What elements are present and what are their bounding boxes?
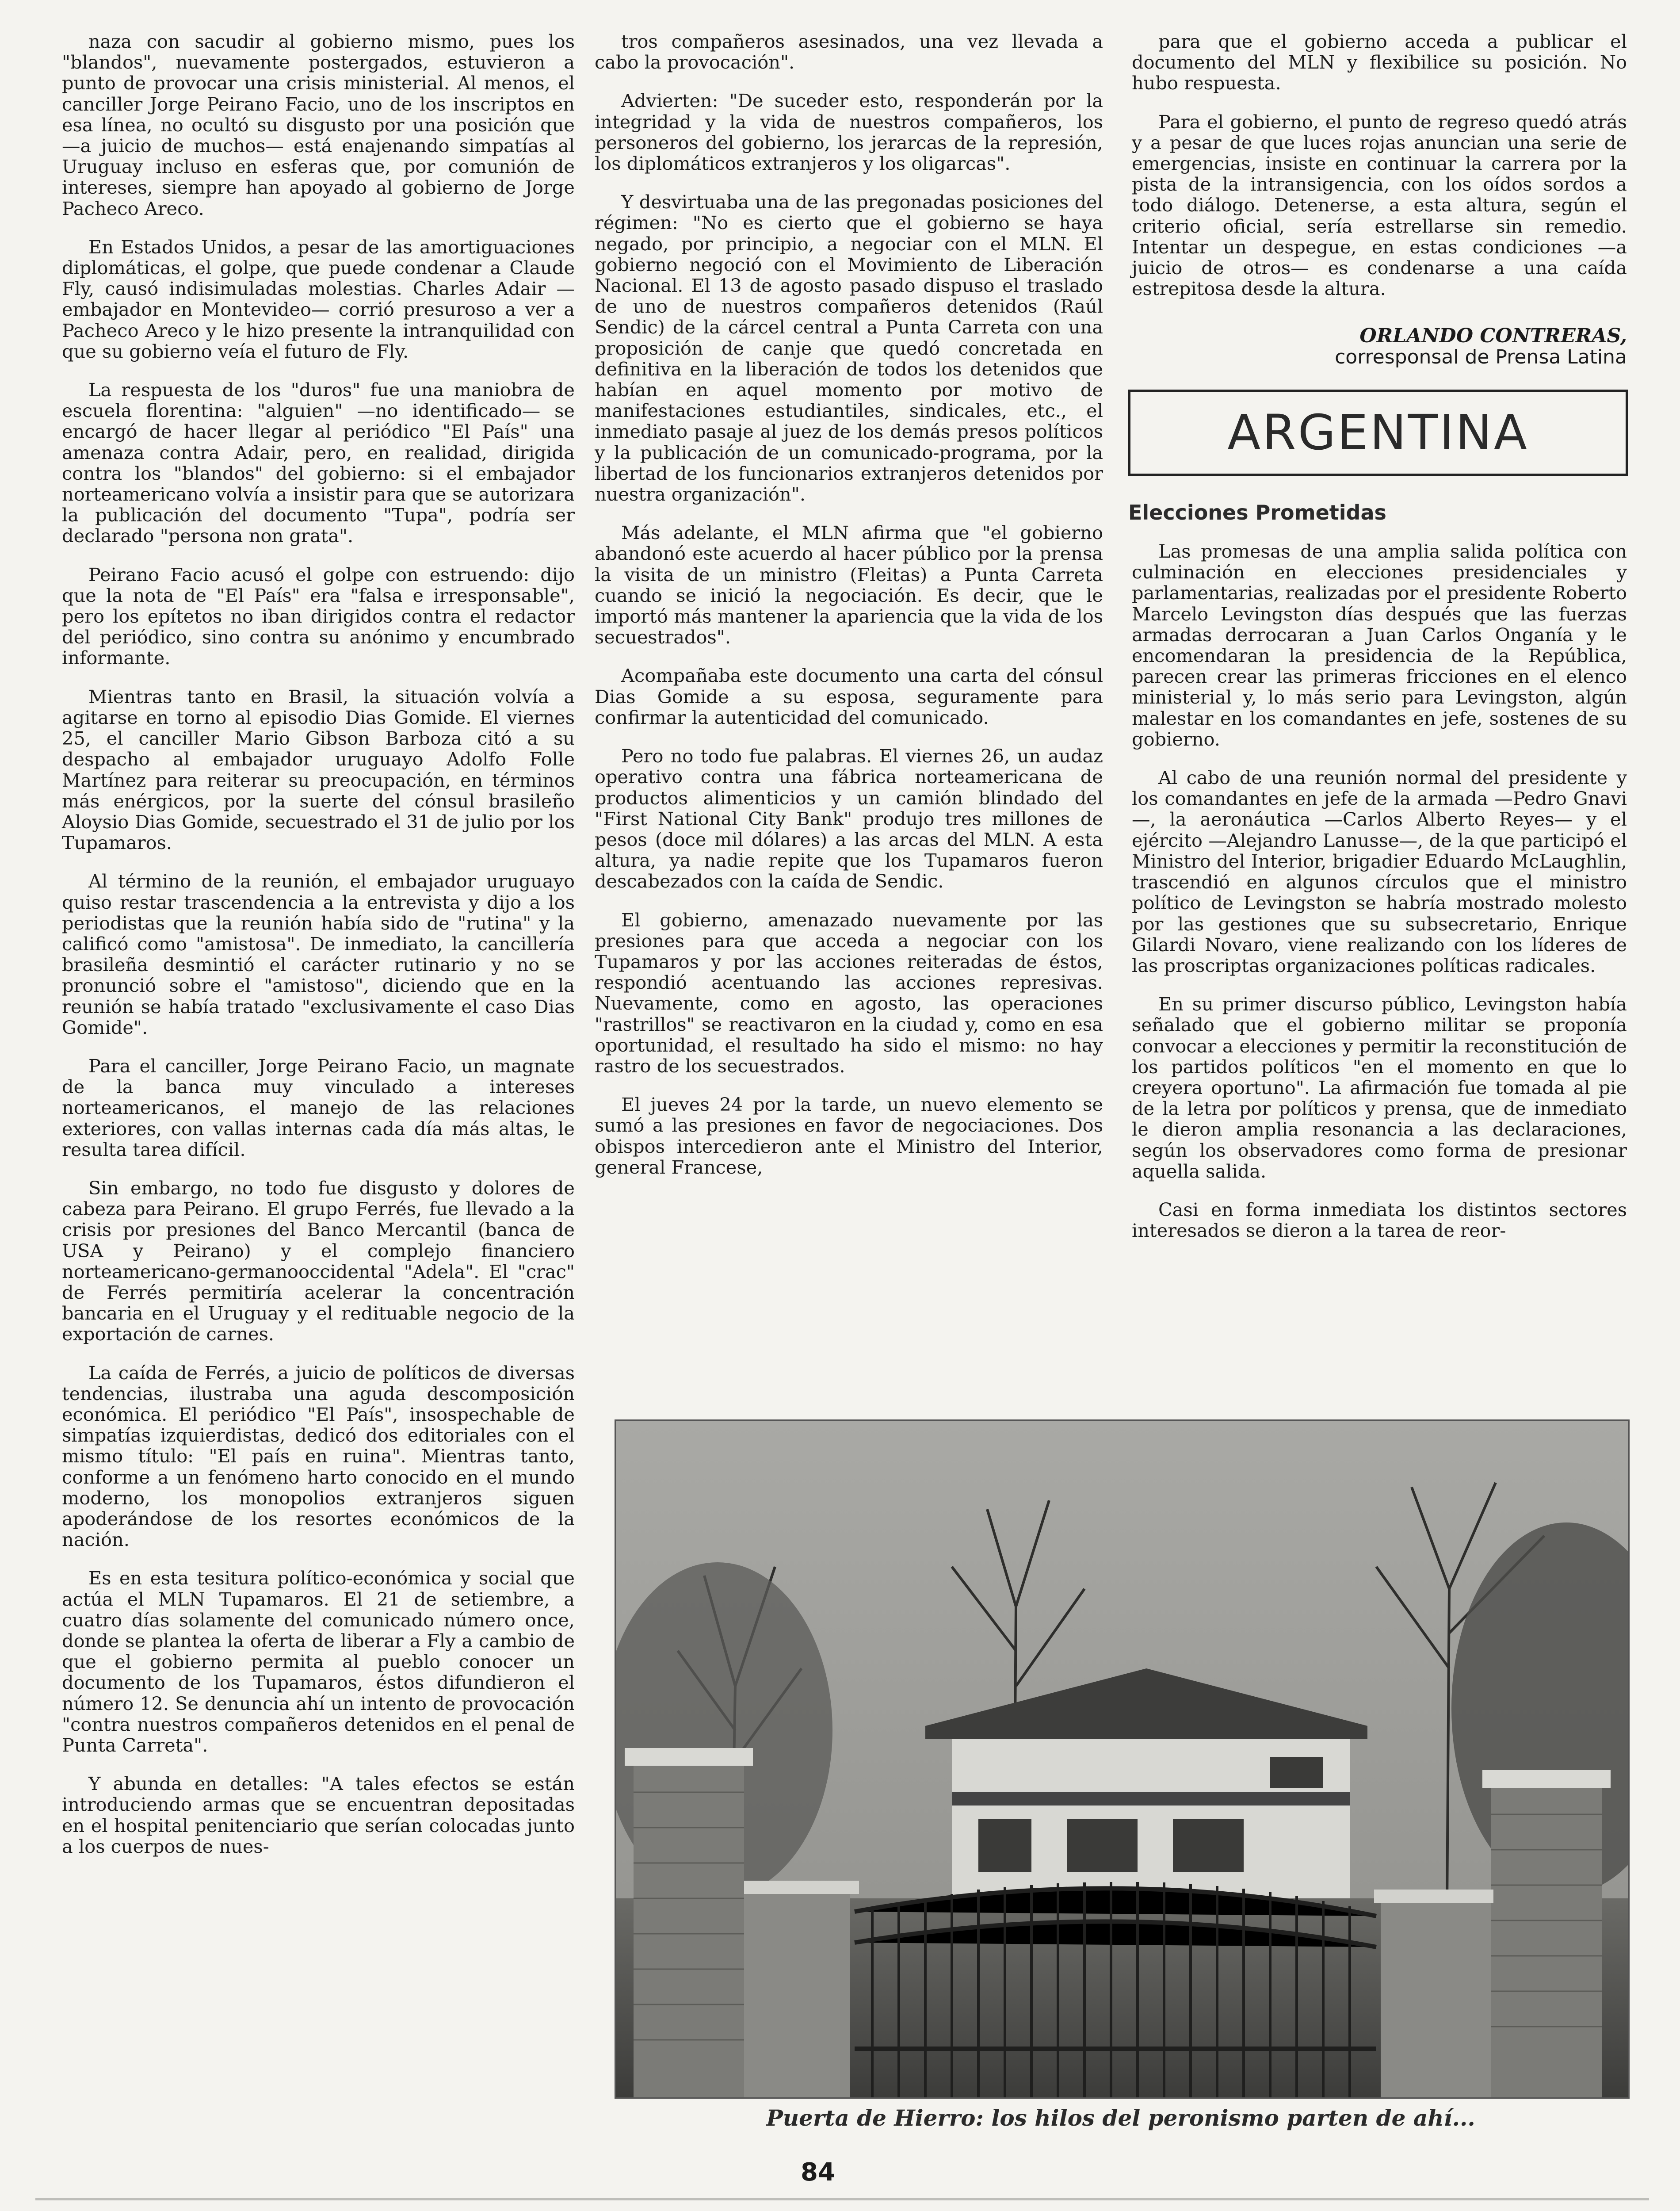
paragraph: En su primer discurso público, Levingston había señalado que el gobierno militar se proponía convocar a elecciones y permitir la reconstitución de los partidos políticos "en el momento en que lo creyera oportuno". La afirmación fue tomada al pie de la letra por políticos y prensa, que de inmediato le dieron amplia resonancia a las declaraciones, según los observadores como forma de presionar aquella salida. — [1132, 993, 1627, 1182]
paragraph: Más adelante, el MLN afirma que "el gobierno abandonó este acuerdo al hacer público por la prensa la visita de un ministro (Fleitas) a Punta Carreta cuando se inició la negociación. Es decir, que le importó más mantener la apariencia que la vida de los secuestrados". — [595, 522, 1103, 648]
paragraph: Advierten: "De suceder esto, responderán por la integridad y la vida de nuestros compañeros, los personeros del gobierno, los jerarcas de la represión, los diplomáticos extranjeros y los oligarcas". — [595, 90, 1103, 175]
section-title: ARGENTINA — [1227, 404, 1529, 461]
paragraph: Es en esta tesitura político-económica y social que actúa el MLN Tupamaros. El 21 de setiembre, a cuatro días solamente del comunicado número once, donde se plantea la oferta de liberar a Fly a cambio de que el gobierno permita al pueblo conocer un documento de los Tupamaros, éstos difundieron el número 12. Se denuncia ahí un intento de provocación "contra nuestros compañeros detenidos en el penal de Punta Carreta". — [62, 1567, 575, 1756]
bottom-rule — [35, 2198, 1649, 2200]
paragraph: Y abunda en detalles: "A tales efectos se están introduciendo armas que se encuentran depositadas en el hospital penitenciario que serían colocadas junto a los cuerpos de nues- — [62, 1773, 575, 1857]
paragraph: Para el gobierno, el punto de regreso quedó atrás y a pesar de que luces rojas anuncian una serie de emergencias, insiste en continuar la carrera por la pista de la intransigencia, con los oídos sordos a todo diálogo. Detenerse, a esta altura, según el criterio oficial, sería estrellarse sin remedio. Intentar un despegue, en estas condiciones —a juicio de otros— es condenarse a una caída estrepitosa desde la altura. — [1132, 111, 1627, 300]
paragraph: Al término de la reunión, el embajador uruguayo quiso restar trascendencia a la entrevista y dijo a los periodistas que la reunión había sido de "rutina" y la calificó como "amistosa". De inmediato, la cancillería brasileña desmintió el carácter rutinario y no se pronunció sobre el "amistoso", diciendo que en la reunión se había tratado "exclusivamente el caso Dias Gomide". — [62, 870, 575, 1038]
article-column-3 — [1128, 31, 1627, 1366]
paragraph: Para el canciller, Jorge Peirano Facio, un magnate de la banca muy vinculado a intereses norteamericanos, el manejo de las relaciones exteriores, con vallas internas cada día más altas, le resulta tarea difícil. — [62, 1055, 575, 1160]
paragraph: La respuesta de los "duros" fue una maniobra de escuela florentina: "alguien" —no identificado— se encargó de hacer llegar al periódico "El País" una amenaza contra Adair, pero, en realidad, dirigida contra los "blandos" del gobierno: si el embajador norteamericano volvía a insistir para que se autorizara la publicación del documento "Tupa", podría ser declarado "persona non grata". — [62, 379, 575, 547]
author-role: corresponsal de Prensa Latina — [1335, 345, 1627, 368]
paragraph: Mientras tanto en Brasil, la situación volvía a agitarse en torno al episodio Dias Gomide. El viernes 25, el canciller Mario Gibson Barboza citó a su despacho al embajador uruguayo Adolfo Folle Martínez para reiterar su preocupación, en términos más enérgicos, por la suerte del cónsul brasileño Aloysio Dias Gomide, secuestrado el 31 de julio por los Tupamaros. — [62, 685, 575, 854]
paragraph: Acompañaba este documento una carta del cónsul Dias Gomide a su esposa, seguramente para confirmar la autenticidad del comunicado. — [595, 665, 1103, 728]
paragraph: para que el gobierno acceda a publicar el documento del MLN y flexibilice su posición. No hubo respuesta. — [1132, 31, 1627, 94]
article-subhead: Elecciones Prometidas — [1128, 500, 1386, 524]
paragraph: Las promesas de una amplia salida política con culminación en elecciones presidenciales y parlamentarias, realizadas por el presidente Roberto Marcelo Levingston días después que las fuerzas armadas derrocaran a Juan Carlos Onganía y le encomendaran la presidencia de la República, parecen crear las primeras fricciones en el elenco ministerial y, lo más serio para Levingston, algún malestar en los comandantes en jefe, sostenes de su gobierno. — [1132, 540, 1627, 750]
byline — [1132, 325, 1627, 367]
section-header-box — [1128, 390, 1628, 476]
article-column-1 — [62, 31, 575, 2100]
paragraph: En Estados Unidos, a pesar de las amortiguaciones diplomáticas, el golpe, que puede condenar a Claude Fly, causó indisimuladas molestias. Charles Adair —embajador en Montevideo— corrió presuroso a ver a Pacheco Areco y le hizo presente la intranquilidad con que su gobierno veía el futuro de Fly. — [62, 236, 575, 362]
paragraph: Pero no todo fue palabras. El viernes 26, un audaz operativo contra una fábrica norteamericana de productos alimenticios y un camión blindado del "First National City Bank" produjo tres millones de pesos (doce mil dólares) a las arcas del MLN. A esta altura, ya nadie repite que los Tupamaros fueron descabezados con la caída de Sendic. — [595, 745, 1103, 892]
photo-illustration — [616, 1421, 1628, 2097]
paragraph: naza con sacudir al gobierno mismo, pues los "blandos", nuevamente postergados, estuvieron a punto de provocar una crisis ministerial. Al menos, el canciller Jorge Peirano Facio, uno de los inscriptos en esa línea, no ocultó su disgusto por una posición que —a juicio de muchos— está enajenando simpatías al Uruguay incluso en esferas que, por comunión de intereses, siempre han apoyado al gobierno de Jorge Pacheco Areco. — [62, 31, 575, 219]
paragraph: Peirano Facio acusó el golpe con estruendo: dijo que la nota de "El País" era "falsa e irresponsable", pero los epítetos no iban dirigidos contra el redactor del periódico, sino contra su anónimo y encumbrado informante. — [62, 563, 575, 669]
photo-caption: Puerta de Hierro: los hilos del peronismo parten de ahí... — [766, 2105, 1475, 2131]
paragraph: tros compañeros asesinados, una vez llevada a cabo la provocación". — [595, 31, 1103, 73]
author-name: ORLANDO CONTRERAS, — [1359, 325, 1627, 348]
paragraph: La caída de Ferrés, a juicio de políticos de diversas tendencias, ilustraba una aguda descomposición económica. El periódico "El País", insospechable de simpatías izquierdistas, dedicó dos editoriales con el mismo título: "El país en ruina". Mientras tanto, conforme a un fenómeno harto conocido en el mundo moderno, los monopolios extranjeros siguen apoderándose de los resortes económicos de la nación. — [62, 1362, 575, 1551]
paragraph: El jueves 24 por la tarde, un nuevo elemento se sumó a las presiones en favor de negociaciones. Dos obispos intercedieron ante el Ministro del Interior, general Francese, — [595, 1094, 1103, 1178]
paragraph: El gobierno, amenazado nuevamente por las presiones para que acceda a negociar con los Tupamaros y por las acciones reiteradas de éstos, respondió acentuando las acciones represivas. Nuevamente, como en agosto, las operaciones "rastrillos" se reactivaron en la ciudad y, como en esa oportunidad, el resultado ha sido el mismo: no hay rastro de los secuestrados. — [595, 909, 1103, 1077]
house-gate-photo — [615, 1419, 1630, 2099]
article-column-2 — [595, 31, 1103, 1366]
paragraph: Sin embargo, no todo fue disgusto y dolores de cabeza para Peirano. El grupo Ferrés, fue llevado a la crisis por presiones del Banco Mercantil (banca de USA y Peirano) y el complejo financiero norteamericano-germanooccidental "Adela". El "crac" de Ferrés permitiría acelerar la concentración bancaria en el Uruguay y el redituable negocio de la exportación de carnes. — [62, 1177, 575, 1345]
paragraph: Al cabo de una reunión normal del presidente y los comandantes en jefe de la armada —Pedro Gnavi—, la aeronáutica —Carlos Alberto Reyes— y el ejército —Alejandro Lanusse—, de la que participó el Ministro del Interior, brigadier Eduardo McLaughlin, trascendió en algunos círculos que el ministro político de Levingston se habría mostrado molesto por las gestiones que su subsecretario, Enrique Gilardi Novaro, viene realizando con los líderes de las proscriptas organizaciones políticas radicales. — [1132, 767, 1627, 976]
paragraph: Casi en forma inmediata los distintos sectores interesados se dieron a la tarea de reor- — [1132, 1198, 1627, 1242]
paragraph: Y desvirtuaba una de las pregonadas posiciones del régimen: "No es cierto que el gobierno se haya negado, por principio, a negociar con el MLN. El gobierno negoció con el Movimiento de Liberación Nacional. El 13 de agosto pasado dispuso el traslado de uno de nuestros compañeros detenidos (Raúl Sendic) de la cárcel central a Punta Carreta con una proposición de canje que quedó concretada en definitiva en la liberación de todos los detenidos que habían en aquel momento por motivo de manifestaciones estudiantiles, sindicales, etc., el inmediato pasaje al juez de los demás presos políticos y la publicación de un comunicado-programa, por la libertad de los funcionarios extranjeros detenidos por nuestra organización". — [595, 191, 1103, 505]
page-number: 84 — [801, 2158, 835, 2187]
